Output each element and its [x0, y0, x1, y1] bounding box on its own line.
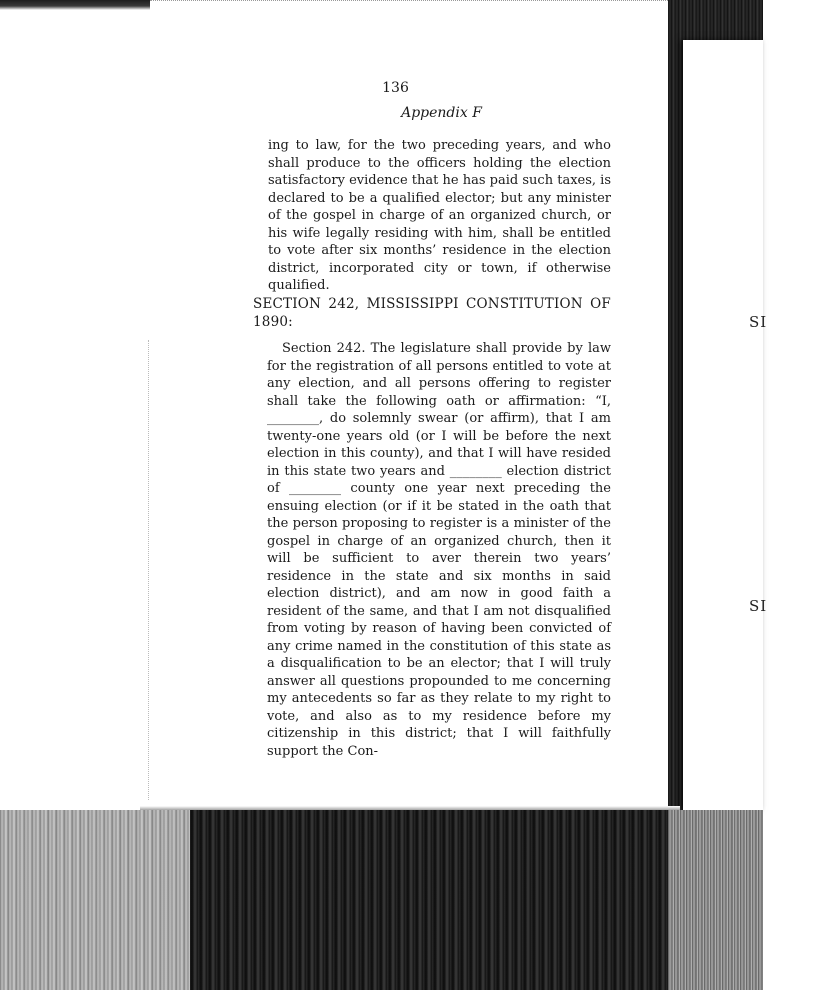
page-stack-left — [0, 810, 190, 990]
section-242-text: Section 242. The legislature shall provide by law for the registration of all persons entitled to vote at any election, and all persons offering to register shall take the following oath or affirmation: “I, ________, do solemnly swear (or affirm), that I am twenty-one years old (or I will be before the next election in this county), and that I will have resided in this state two years and ________ election district of ________ county one year next preceding the ensuing election (or if it be stated in the oath that the person proposing to register is a minister of the gospel in charge of an organized church, then it will be sufficient to aver therein two years’ residence in the state and six months in said election district), and am now in good faith a resident of the same, and that I am not disqualified from voting by reason of having been convicted of any crime named in the constitution of this state as a disqualification to be an elector; that I will truly answer all questions propounded to me concerning my antecedents so far as they relate to my right to vote, and also as to my residence before my citizenship in this district; that I will faithfully support the Con- — [267, 341, 611, 759]
facing-page-fragment: SI — [749, 597, 768, 615]
book-bottom-pages — [0, 810, 763, 990]
continued-paragraph: ing to law, for the two preceding years, and who shall produce to the officers holding the election satisfactory evidence that he has paid such taxes, is declared to be a qualified elector; but any minister of the gospel in charge of an organized church, or his wife legally residing with him, shall be entitled to vote after six months’ residence in the election district, incorporated city or town, if otherwise qualified. — [268, 138, 611, 293]
scan-top-edge — [0, 0, 150, 10]
gutter-shadow — [148, 340, 150, 800]
page-number: 136 — [382, 80, 409, 96]
page-stack-right — [668, 810, 763, 990]
facing-page-fragment: SI — [749, 313, 768, 331]
facing-page — [683, 40, 768, 810]
scan-top-rule — [150, 0, 670, 2]
section-heading: SECTION 242, MISSISSIPPI CONSTITUTION OF 1890: — [253, 296, 611, 330]
running-head: Appendix F — [401, 105, 482, 121]
